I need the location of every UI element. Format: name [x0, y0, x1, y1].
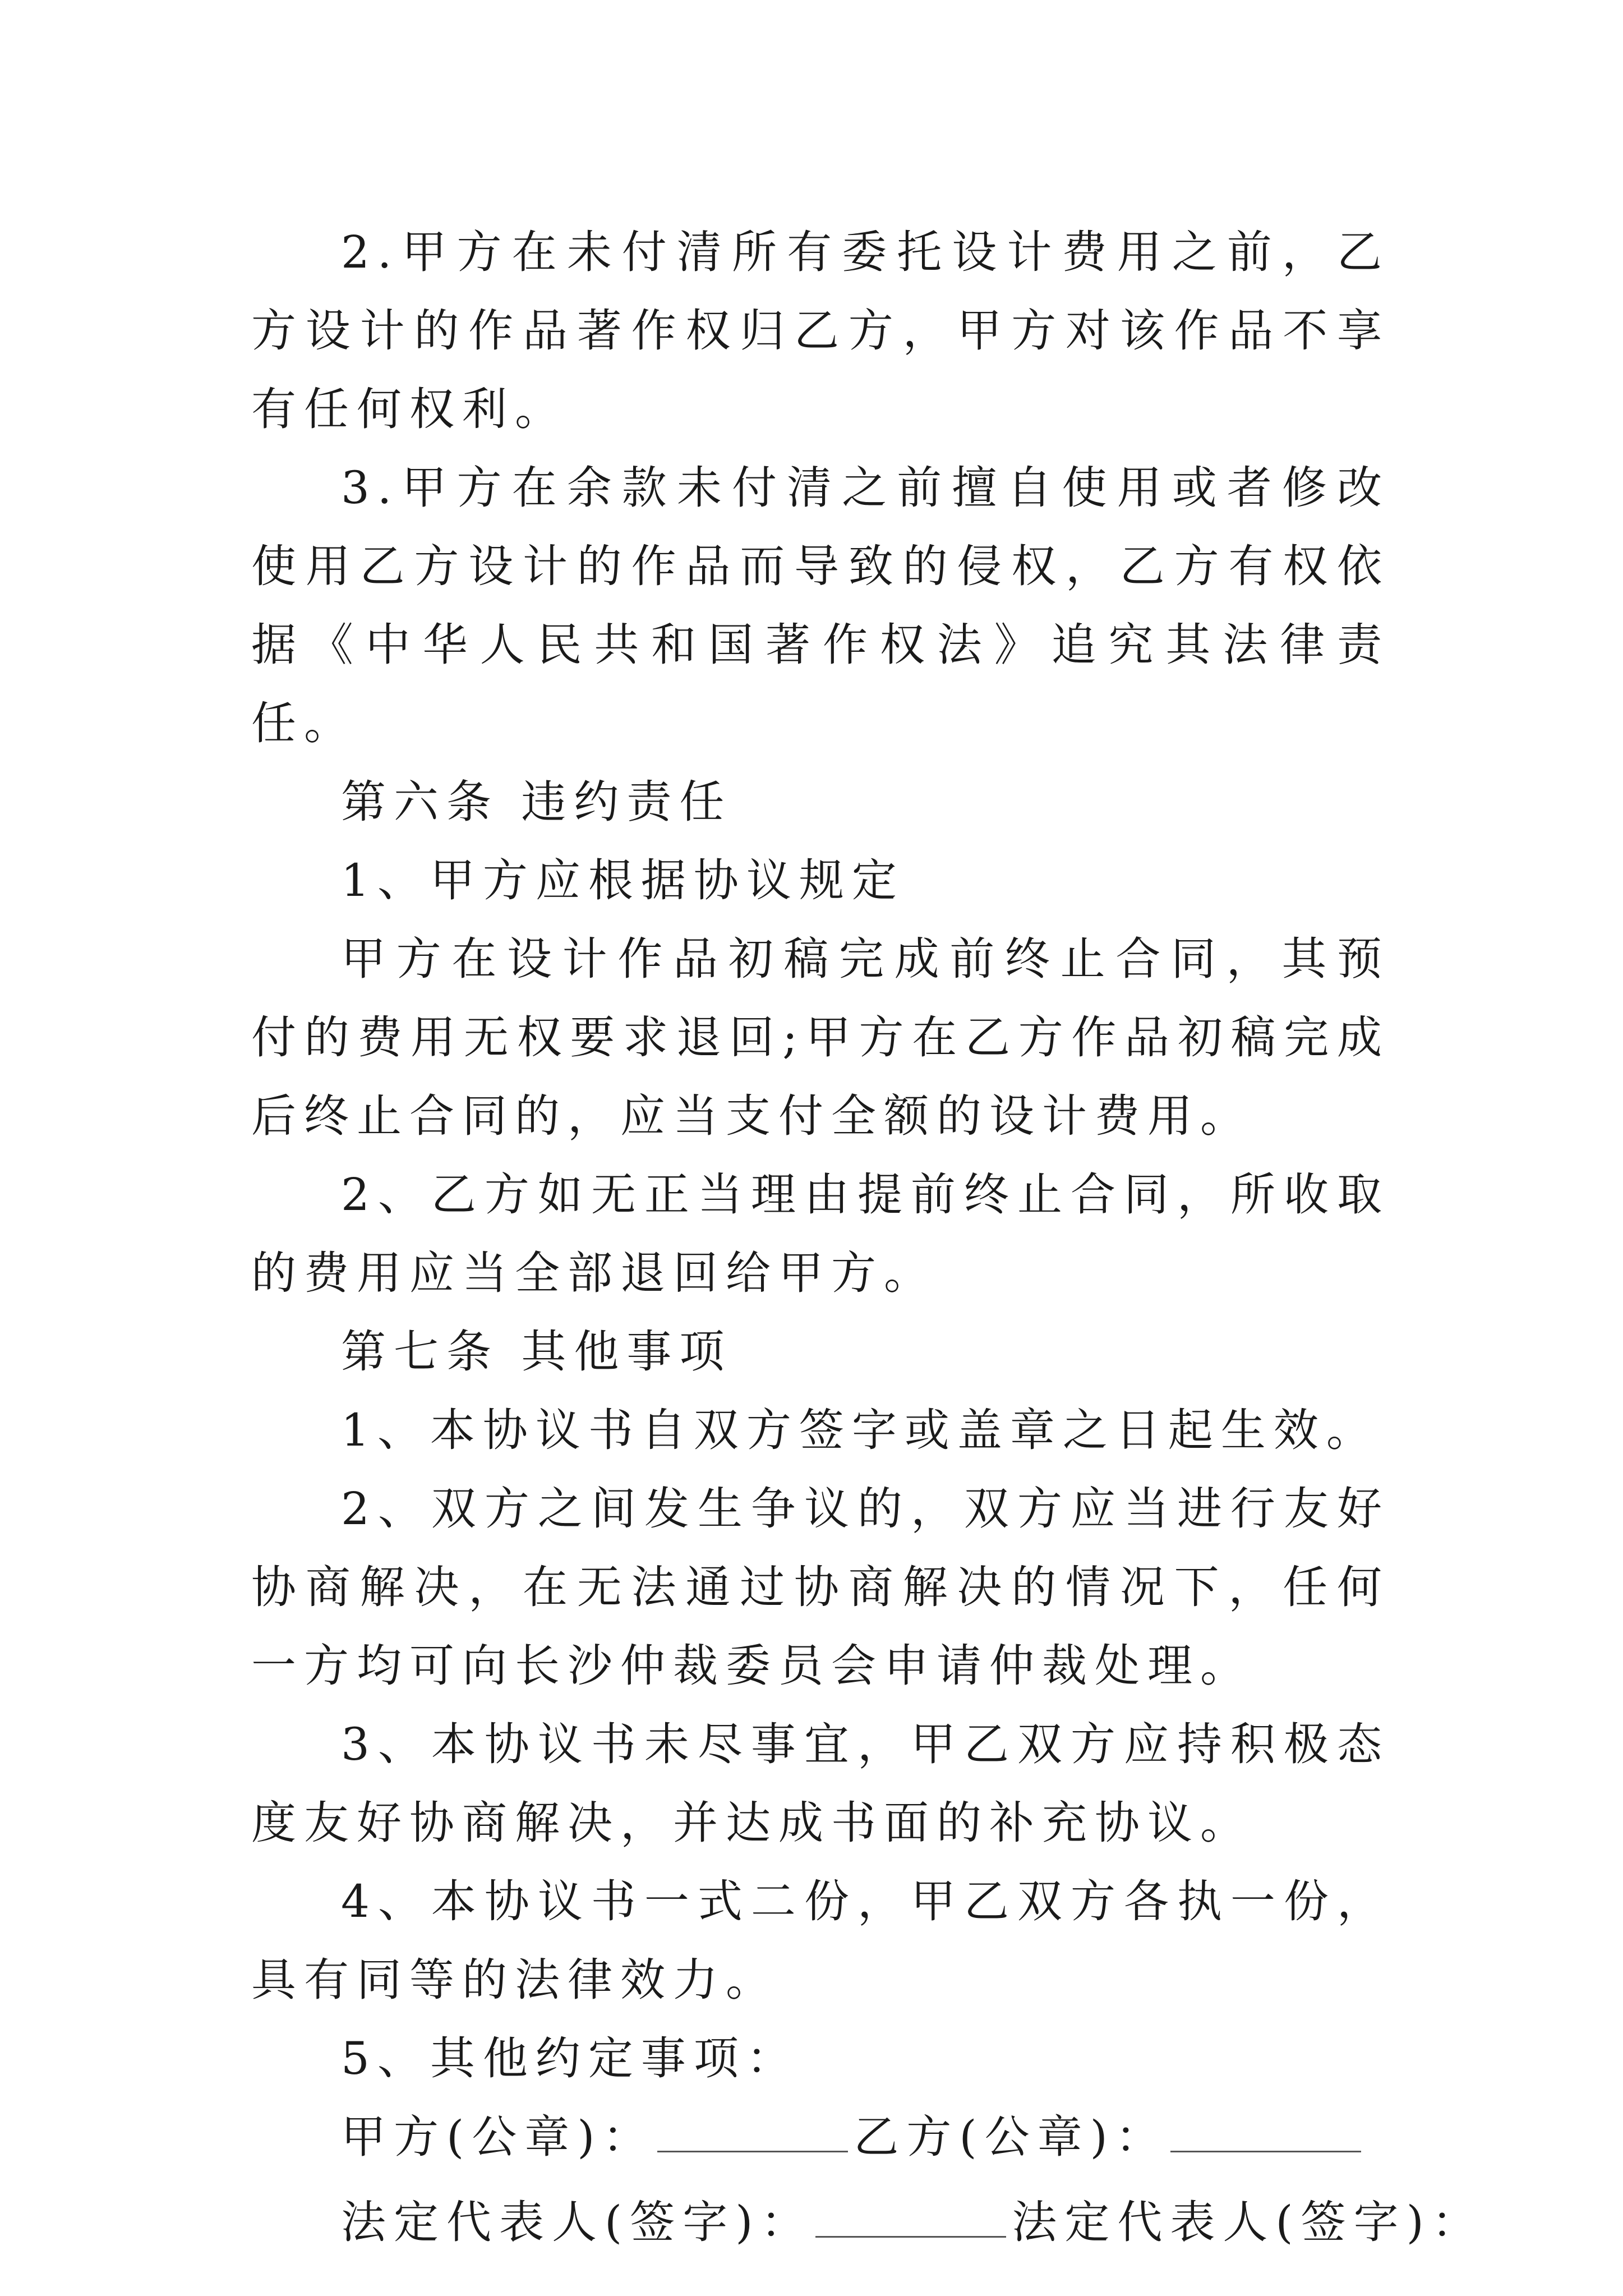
paragraph-supplementary: 3、本协议书未尽事宜，甲乙双方应持积极态度友好协商解决，并达成书面的补充协议。	[251, 1718, 1390, 1849]
seal-row	[251, 2098, 1390, 2177]
paragraph-copyright-ownership: 2.甲方在未付清所有委托设计费用之前，乙方设计的作品著作权归乙方，甲方对该作品不享有任何权利。	[251, 226, 1390, 435]
representative-row	[251, 2183, 1484, 2262]
party-a-seal-label: 甲方(公章)：	[341, 2111, 656, 2163]
paragraph-copies: 4、本协议书一式二份，甲乙双方各执一份，具有同等的法律效力。	[251, 1875, 1390, 2006]
document-page	[251, 213, 1484, 2262]
paragraph-effective-date: 1、本协议书自双方签字或盖章之日起生效。	[341, 1404, 1379, 1456]
party-a-seal-blank[interactable]	[657, 2117, 848, 2152]
paragraph-party-a-terms: 1、甲方应根据协议规定	[341, 854, 905, 907]
paragraph-dispute-resolution: 2、双方之间发生争议的，双方应当进行友好协商解决，在无法通过协商解决的情况下，任何一方均可向长沙仲裁委员会申请仲裁处理。	[251, 1483, 1390, 1692]
paragraph-infringement: 3.甲方在余款未付清之前擅自使用或者修改使用乙方设计的作品而导致的侵权，乙方有权依据《中华人民共和国著作权法》追究其法律责任。	[251, 462, 1390, 749]
party-b-seal-blank[interactable]	[1170, 2117, 1361, 2152]
section-heading-article-6: 第六条 违约责任	[341, 776, 732, 828]
rep-a-signature-blank[interactable]	[815, 2202, 1006, 2238]
rep-b-label: 法定代表人(签字)：	[1012, 2196, 1484, 2248]
paragraph-other-matters: 5、其他约定事项：	[341, 2032, 799, 2085]
party-b-seal-label: 乙方(公章)：	[854, 2111, 1168, 2163]
paragraph-party-b-refund: 2、乙方如无正当理由提前终止合同，所收取的费用应当全部退回给甲方。	[251, 1168, 1390, 1299]
section-heading-article-7: 第七条 其他事项	[341, 1326, 732, 1378]
paragraph-termination-fees: 甲方在设计作品初稿完成前终止合同，其预付的费用无权要求退回;甲方在乙方作品初稿完成后终止合同的，应当支付全额的设计费用。	[251, 933, 1390, 1142]
rep-a-label: 法定代表人(签字)：	[341, 2196, 814, 2248]
